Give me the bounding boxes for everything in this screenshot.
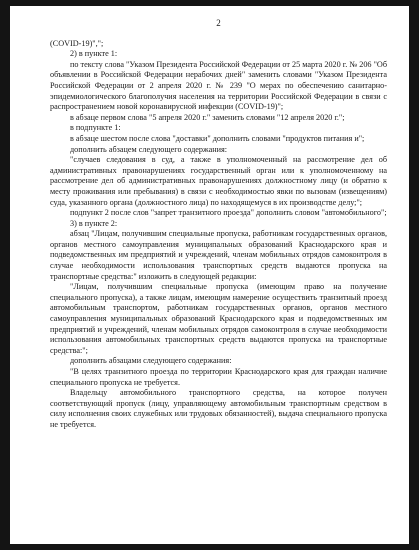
- paragraph-covid-closing: (COVID-19)",";: [50, 38, 104, 48]
- paragraph-date-replacement: в абзаце первом слова "5 апреля 2020 г." заменить словами "12 апреля 2020 г.";: [70, 112, 345, 122]
- paragraph-old-passes-clause: абзац "Лицам, получившим специальные пропуска, работникам государственных органов, органов местного самоуправления муниципальных образований Краснодарского края и подведомственных им предприятий и учреждений, членам мобильных отрядов самоконтроля в случае необходимости использования транспортных средств выдаются пропуска на транспортные средства:" изложить в следующей редакции:: [50, 229, 387, 281]
- paragraph-transit-subitem-2: подпункт 2 после слов "запрет транзитного проезда" дополнить словом "автомобильного";: [70, 208, 387, 218]
- paragraph-decree-replacement: по тексту слова "Указом Президента Российской Федерации от 25 марта 2020 г. № 206 "Об объявлении в Российской Федерации нерабочих дней" заменить словами "Указом Президента Российской Федерации от 2 апреля 2020 г. № 239 "О мерах по обеспечению санитарно-эпидемиологического благополучия населения на территории Российской Федерации в связи с распространением новой коронавирусной инфекции (COVID-19)";: [50, 59, 387, 112]
- paragraph-court-visit-clause: "случаев следования в суд, а также в уполномоченный на рассмотрение дел об административных правонарушениях государственный орган или к уполномоченному на рассмотрение дел об административных правонарушениях должностному лицу (и обратно к месту проживания или пребывания) в связи с необходимостью явки по вызовам (извещениям) суда, указанного органа (должностного лица) по находящемуся в их производстве делу;";: [50, 155, 387, 207]
- paragraph-item-2-heading: 2) в пункте 1:: [70, 49, 118, 59]
- document-page: [10, 6, 409, 544]
- paragraph-sixth-addition: в абзаце шестом после слова "доставки" дополнить словами "продуктов питания и";: [70, 133, 365, 143]
- paragraph-subitem-1-heading: в подпункте 1:: [70, 123, 121, 133]
- paragraph-new-passes-clause: "Лицам, получившим специальные пропуска (имеющим право на получение специального пропуска), а также лицам, имеющим намерение осуществить транзитный проезд автомобильным транспортом, работникам государственных органов, органов местного самоуправления муниципальных образований Краснодарского края и подведомственных им предприятий и учреждений, членам мобильных отрядов самоконтроля в случае необходимости использования автомобильных транспортных средств выдаются пропуска на транспортные средства:";: [50, 282, 387, 355]
- paragraph-vehicle-owner-no-pass: Владельцу автомобильного транспортного средства, на которое получен соответствующий пропуск (лицу, управляющему автомобильным транспортным средством в силу исполнения своих служебных или трудовых обязанностей), выдача специального пропуска не требуется.: [50, 388, 387, 429]
- paragraph-transit-no-pass: "В целях транзитного проезда по территории Краснодарского края для граждан наличие специального пропуска не требуется.: [50, 367, 387, 387]
- paragraph-add-clauses-intro: дополнить абзацами следующего содержания:: [70, 356, 232, 366]
- paragraph-add-clause-intro: дополнить абзацем следующего содержания:: [70, 144, 228, 154]
- paragraph-item-3-heading: 3) в пункте 2:: [70, 218, 118, 228]
- page-number: 2: [216, 18, 221, 28]
